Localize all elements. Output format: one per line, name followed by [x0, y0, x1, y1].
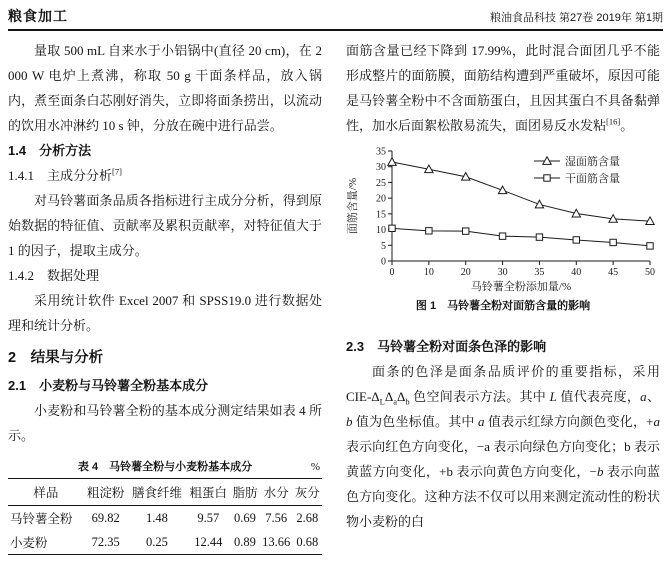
sample-name-cell: 小麦粉 [10, 536, 48, 550]
legend-label: 湿面筋含量 [565, 155, 620, 168]
two-column-body [8, 38, 663, 555]
heading-2-3-color: 2.3 马铃薯全粉对面条色泽的影响 [346, 339, 547, 354]
data-point-marker [536, 234, 542, 240]
data-point-marker [389, 225, 395, 231]
math-variable: a [478, 414, 485, 429]
text-run: 值表示红绿方向颜色变化，+ [484, 414, 654, 429]
paragraph-composition-intro: 小麦粉和马铃薯全粉的基本成分测定结果如表 4 所示。 [8, 403, 322, 443]
column-header: 样品 [8, 479, 84, 506]
table-caption-row [8, 459, 322, 475]
text-run: Δ [397, 389, 406, 404]
y-tick-label: 15 [376, 209, 386, 221]
value-cell: 1.48 [146, 510, 168, 525]
column-header: 水分 [260, 479, 293, 506]
header-section-label: 粮食加工 [8, 8, 68, 24]
heading-1-4-2-data-processing: 1.4.2 数据处理 [8, 268, 100, 283]
data-point-marker [498, 186, 506, 194]
math-variable: b [597, 464, 604, 479]
text-run: 面筋含量已经下降到 17.99%，此时混合面团几乎不能形成整片的面筋膜，面筋结构遭到严重破坏，原因可能是马铃薯全粉中不含面筋蛋白，且因其蛋白不具备黏弹性，加水后面絮松散易流失，面团易反水发粘 [346, 43, 660, 133]
right-column [346, 38, 660, 555]
subscript: a [393, 396, 397, 407]
text-run: 值为色坐标值。其中 [352, 414, 479, 429]
value-cell: 0.69 [234, 510, 256, 525]
math-variable: a [640, 389, 647, 404]
y-tick-label: 20 [376, 193, 386, 205]
subscript: b [405, 396, 410, 407]
text-run: 、 [646, 389, 660, 404]
gluten-chart-figure [346, 143, 660, 295]
text-run: 面条的色泽是面条品质评价的重要指标，采用 CIE-Δ [346, 364, 660, 404]
figure-caption: 图 1 马铃薯全粉对面筋含量的影响 [415, 300, 591, 312]
math-variable: a [653, 414, 660, 429]
paragraph-cooking-method: 量取 500 mL 自来水于小铝锅中(直径 20 cm)，在 2 000 W 电炉上煮沸，称取 50 g 干面条样品，放入锅内，煮至面条白芯刚好消失，立即将面条捞出，以流动的饮用水冲淋约 10 s 钟，分放在碗中进行品尝。 [8, 43, 322, 133]
x-tick-label: 30 [497, 267, 508, 278]
y-tick-label: 35 [376, 146, 386, 158]
column-header: 脂肪 [230, 479, 259, 506]
header-journal-info: 粮油食品科技 第27卷 2019年 第1期 [490, 12, 663, 24]
page-header [8, 6, 663, 26]
value-cell: 72.35 [91, 534, 120, 549]
x-tick-label: 40 [571, 267, 582, 278]
subscript: L [379, 396, 385, 407]
x-tick-label: 50 [645, 267, 655, 278]
legend-marker [544, 175, 550, 181]
column-header: 粗蛋白 [186, 479, 230, 506]
value-cell: 7.56 [265, 510, 288, 525]
header-divider [8, 29, 663, 31]
y-tick-label: 10 [376, 225, 386, 237]
x-tick-label: 35 [534, 267, 545, 278]
table-row [8, 506, 322, 531]
heading-2-1-composition: 2.1 小麦粉与马铃薯全粉基本成分 [8, 378, 209, 393]
paragraph-gluten-discussion [346, 38, 660, 138]
data-point-marker [426, 228, 432, 234]
left-column [8, 38, 322, 555]
y-tick-label: 0 [381, 256, 386, 268]
table-unit-label: % [310, 461, 320, 473]
text-run: 色空间表示方法。其中 [409, 389, 550, 404]
data-point-marker [573, 237, 579, 243]
value-cell: 13.66 [262, 534, 291, 549]
gluten-line-chart [346, 143, 660, 295]
x-tick-label: 10 [423, 267, 434, 278]
x-tick-label: 0 [389, 267, 395, 278]
value-cell: 0.68 [296, 534, 319, 549]
paragraph-color-space [346, 359, 660, 534]
y-tick-label: 25 [376, 177, 386, 189]
text-run: 表示向红色方向变化，−a 表示向绿色方向变化；b 表示黄蓝方向变化，+b 表示向黄色方向变化，− [346, 439, 660, 479]
text-run: 值代表亮度， [556, 389, 641, 404]
heading-1-4-analysis-methods: 1.4 分析方法 [8, 143, 92, 158]
column-header: 膳食纤维 [128, 479, 187, 506]
x-tick-label: 45 [608, 267, 619, 278]
data-point-marker [463, 228, 469, 234]
value-cell: 12.44 [194, 534, 223, 549]
data-point-marker [388, 158, 396, 166]
math-variable: b [346, 414, 353, 429]
composition-table [8, 478, 322, 555]
x-tick-label: 20 [460, 267, 471, 278]
paragraph-data-processing: 采用统计软件 Excel 2007 和 SPSS19.0 进行数据处理和统计分析。 [8, 293, 322, 333]
table-header-row [8, 479, 322, 506]
data-point-marker [499, 233, 505, 239]
table-caption: 表 4 马铃薯全粉与小麦粉基本成分 [77, 461, 253, 473]
column-header: 粗淀粉 [84, 479, 128, 506]
paragraph-pca: 对马铃薯面条品质各指标进行主成分分析，得到原始数据的特征值、贡献率及累积贡献率，对特征值大于 1 的因子，提取主成分。 [8, 193, 322, 258]
data-point-marker [647, 243, 653, 249]
text-run: 1.4.1 主成分分析 [8, 168, 113, 183]
x-axis-title: 马铃薯全粉添加量/% [470, 281, 572, 293]
value-cell: 2.68 [296, 510, 319, 525]
data-point-marker [610, 239, 616, 245]
value-cell: 0.25 [146, 534, 168, 549]
text-run: 表示向蓝色方向变化。这种方法不仅可以用来测定流动性的粉状物小麦粉的白 [346, 464, 660, 529]
y-tick-label: 30 [376, 162, 386, 174]
heading-2-results: 2 结果与分析 [8, 350, 104, 366]
y-axis-title: 面筋含量/% [347, 177, 359, 235]
y-tick-label: 5 [381, 240, 386, 252]
heading-1-4-1-pca [8, 163, 322, 188]
data-point-marker [535, 200, 543, 208]
table-row [8, 530, 322, 555]
citation-marker: [7] [112, 166, 122, 177]
value-cell: 0.89 [234, 534, 256, 549]
column-header: 灰分 [293, 479, 322, 506]
legend-label: 干面筋含量 [565, 172, 620, 185]
math-variable: L [549, 389, 557, 404]
citation-marker: [16] [606, 116, 621, 127]
sample-name-cell: 马铃薯全粉 [10, 512, 73, 526]
value-cell: 69.82 [91, 510, 120, 525]
value-cell: 9.57 [197, 510, 220, 525]
text-run: Δ [384, 389, 394, 404]
text-run: 。 [620, 118, 634, 133]
